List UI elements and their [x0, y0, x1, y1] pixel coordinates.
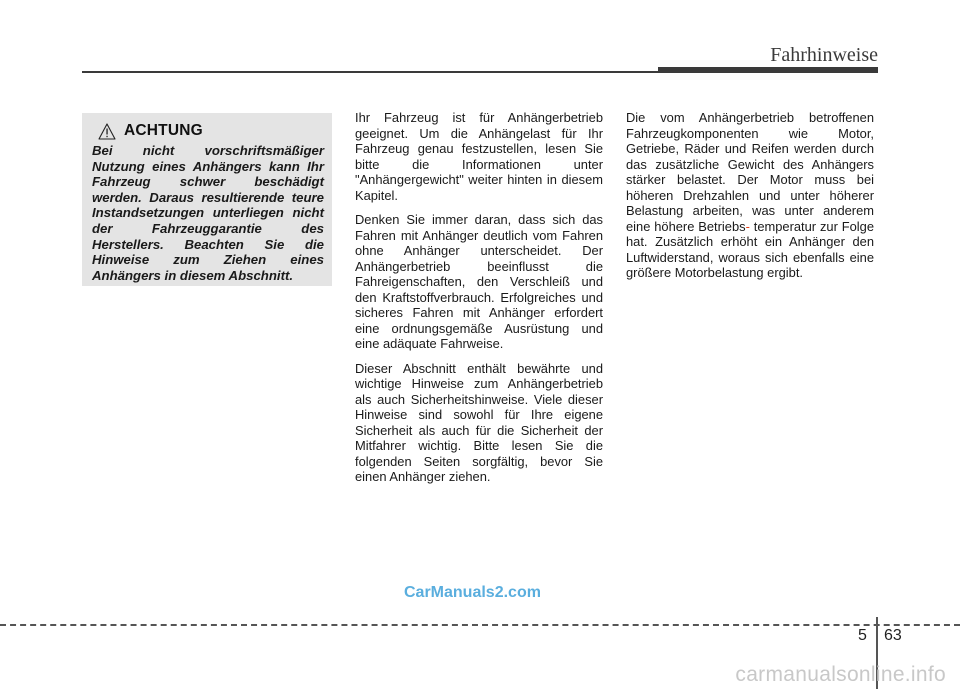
paragraph-part: Die vom Anhängerbetrieb betroffenen Fahrzeugkomponenten wie Motor, Getriebe, Räder und Reifen werden durch das zusätzliche Gewicht des Anhängers stärker belastet. Der Motor muss bei höheren Drehzahlen und unter höherer Belastung arbeiten, was unter anderem eine höhere Betriebs	[626, 110, 874, 234]
chapter-number: 5	[858, 627, 867, 644]
caution-header	[92, 121, 324, 141]
header-rule-thick	[658, 67, 878, 73]
header-rule-thin	[82, 71, 658, 73]
paragraph: Ihr Fahrzeug ist für Anhängerbetrieb geeignet. Um die Anhängelast für Ihr Fahrzeug genau festzustellen, lesen Sie bitte die Informationen unter "Anhängergewicht" weiter hinten in diesem Kapitel.	[355, 110, 603, 203]
column-right	[626, 110, 874, 290]
paragraph: Denken Sie immer daran, dass sich das Fahren mit Anhänger deutlich vom Fahren ohne Anhänger unterscheidet. Der Anhängerbetrieb beeinflusst die Fahreigenschaften, den Verschleiß und den Kraftstoffverbrauch. Erfolgreiches und sicheres Fahren mit Anhänger erfordert eine ordnungsgemäße Ausrüstung und eine adäquate Fahrweise.	[355, 212, 603, 351]
column-middle	[355, 110, 603, 494]
section-title: Fahrhinweise	[770, 44, 878, 66]
footer-dashed-rule	[0, 624, 960, 626]
footer-watermark-bar	[0, 660, 960, 689]
page-number: 63	[884, 627, 902, 644]
paragraph: Dieser Abschnitt enthält bewährte und wichtige Hinweise zum Anhängerbetrieb als auch Sicherheitshinweise. Viele dieser Hinweise sind sowohl für Ihre eigene Sicherheit als auch für die Sicherheit der Mitfahrer wichtig. Bitte lesen Sie die folgenden Seiten sorgfältig, bevor Sie einen Anhänger ziehen.	[355, 360, 603, 484]
watermark-link[interactable]: CarManuals2.com	[404, 584, 541, 601]
caution-box	[82, 113, 332, 286]
footer-site-link[interactable]: carmanualsonline.info	[735, 662, 946, 686]
line-break-hyphen: -	[745, 218, 750, 234]
caution-title: ACHTUNG	[124, 122, 203, 139]
caution-text: Bei nicht vorschriftsmäßiger Nutzung eines Anhängers kann Ihr Fahrzeug schwer beschädigt werden. Daraus resultierende teure Instandsetzungen unterliegen nicht der Fahrzeuggarantie des Herstellers. Beachten Sie die Hinweise zum Ziehen eines Anhängers in diesem Abschnitt.	[92, 143, 324, 283]
paragraph	[626, 110, 874, 281]
warning-triangle-icon	[98, 123, 116, 140]
paragraph-part: temperatur zur Folge hat. Zusätzlich erhöht ein Anhänger den Luftwiderstand, woraus sich ebenfalls eine größere Motorbelastung ergibt.	[626, 218, 874, 280]
